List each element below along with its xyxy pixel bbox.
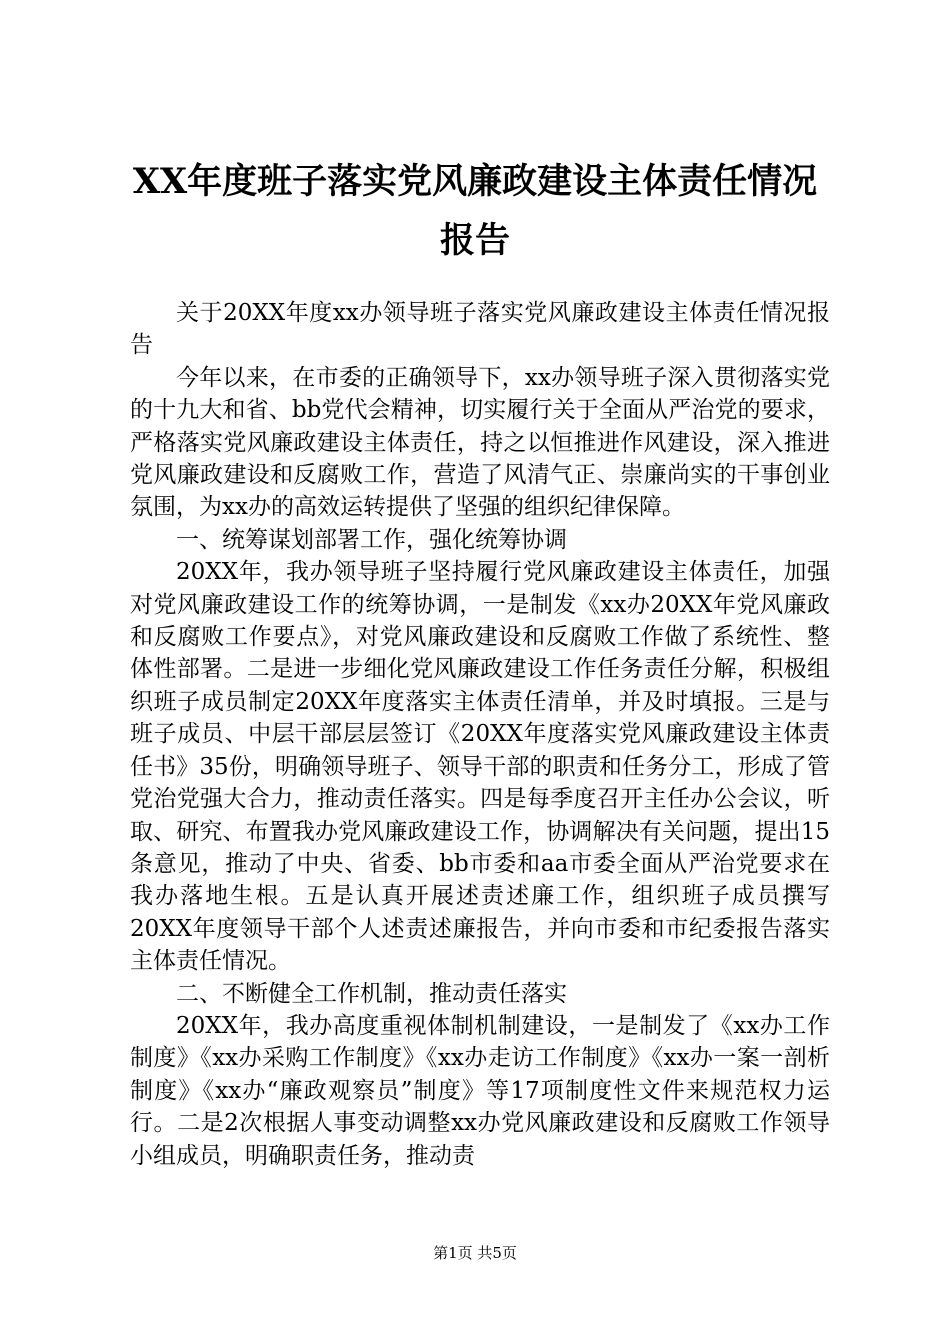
- document-title-line-2: 报告: [439, 220, 510, 261]
- paragraph-section-2: 20XX年，我办高度重视体制机制建设，一是制发了《xx办工作制度》《xx办采购工作制度》《xx办走访工作制度》《xx办一案一剖析制度》《xx办“廉政观察员”制度》等17项制度性文件来规范权力运行。二是2次根据人事变动调整xx办党风廉政建设和反腐败工作领导小组成员，明确职责任务，推动责: [130, 1012, 830, 1169]
- paragraph-intro: 今年以来，在市委的正确领导下，xx办领导班子深入贯彻落实党的十九大和省、bb党代会精神，切实履行关于全面从严治党的要求，严格落实党风廉政建设主体责任，持之以恒推进作风建设，深入推进党风廉政建设和反腐败工作，营造了风清气正、崇廉尚实的干事创业氛围，为xx办的高效运转提供了坚强的组织纪律保障。: [130, 364, 830, 521]
- document-title-line-1: XX年度班子落实党风廉政建设主体责任情况: [132, 161, 818, 202]
- page-number-footer: 第1页 共5页: [433, 1244, 517, 1262]
- paragraph-subtitle: 关于20XX年度xx办领导班子落实党风廉政建设主体责任情况报告: [130, 300, 830, 359]
- section-heading-2: 二、不断健全工作机制，推动责任落实: [176, 980, 567, 1007]
- section-heading-1: 一、统筹谋划部署工作，强化统筹协调: [176, 526, 567, 553]
- paragraph-section-1: 20XX年，我办领导班子坚持履行党风廉政建设主体责任，加强对党风廉政建设工作的统筹协调，一是制发《xx办20XX年党风廉政和反腐败工作要点》，对党风廉政建设和反腐败工作做了系统性、整体性部署。二是进一步细化党风廉政建设工作任务责任分解，积极组织班子成员制定20XX年度落实主体责任清单，并及时填报。三是与班子成员、中层干部层层签订《20XX年度落实党风廉政建设主体责任书》35份，明确领导班子、领导干部的职责和任务分工，形成了管党治党强大合力，推动责任落实。四是每季度召开主任办公会议，听取、研究、布置我办党风廉政建设工作，协调解决有关问题，提出15条意见，推动了中央、省委、bb市委和aa市委全面从严治党要求在我办落地生根。五是认真开展述责述廉工作，组织班子成员撰写20XX年度领导干部个人述责述廉报告，并向市委和市纪委报告落实主体责任情况。: [130, 559, 830, 975]
- document-body: [130, 297, 830, 1172]
